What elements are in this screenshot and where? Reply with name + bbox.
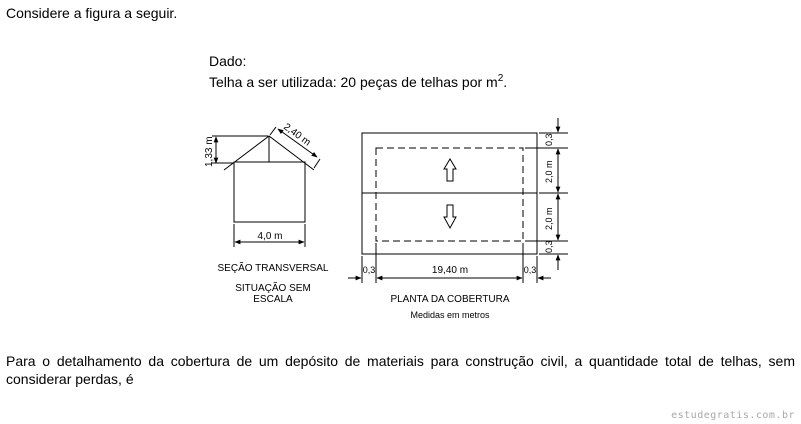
- dim-bottom-label: 0,3: [544, 240, 554, 253]
- scale-note-1: SITUAÇÃO SEM: [235, 283, 311, 294]
- given-title: Dado:: [209, 53, 247, 69]
- given-line-text: Telha a ser utilizada: 20 peças de telhas por m: [209, 74, 498, 90]
- given-line-sup: 2: [497, 73, 504, 84]
- down-arrow-icon: [444, 205, 456, 228]
- site-watermark: estudegratis.com.br: [671, 410, 795, 421]
- width-label: 4,0 m: [257, 231, 283, 242]
- dim-length-label: 19,40 m: [431, 265, 469, 276]
- scale-note-2: ESCALA: [253, 294, 293, 305]
- slope-label: 2,40 m: [281, 121, 313, 149]
- dim-right-label: 0,3: [523, 265, 537, 275]
- section-caption: SEÇÃO TRANSVERSAL: [217, 263, 329, 274]
- plan-subcaption: Medidas em metros: [410, 310, 490, 320]
- plan-caption: PLANTA DA COBERTURA: [390, 294, 510, 305]
- height-label: 1,33 m: [204, 136, 215, 167]
- section-body: [234, 162, 305, 222]
- given-line-suffix: .: [503, 74, 508, 90]
- dim-top-label: 0,3: [544, 133, 554, 146]
- up-arrow-icon: [444, 159, 456, 181]
- dim-upper-label: 2,0 m: [544, 160, 554, 183]
- roof-plan: [348, 118, 568, 283]
- dim-lower-label: 2,0 m: [544, 207, 554, 230]
- dim-left-label: 0,3: [362, 265, 376, 275]
- question-text: Para o detalhamento da cobertura de um depósito de materiais para construção civil, a quantidade total de telhas, sem considerar perdas, é: [6, 353, 795, 387]
- intro-text: Considere a figura a seguir.: [6, 5, 178, 21]
